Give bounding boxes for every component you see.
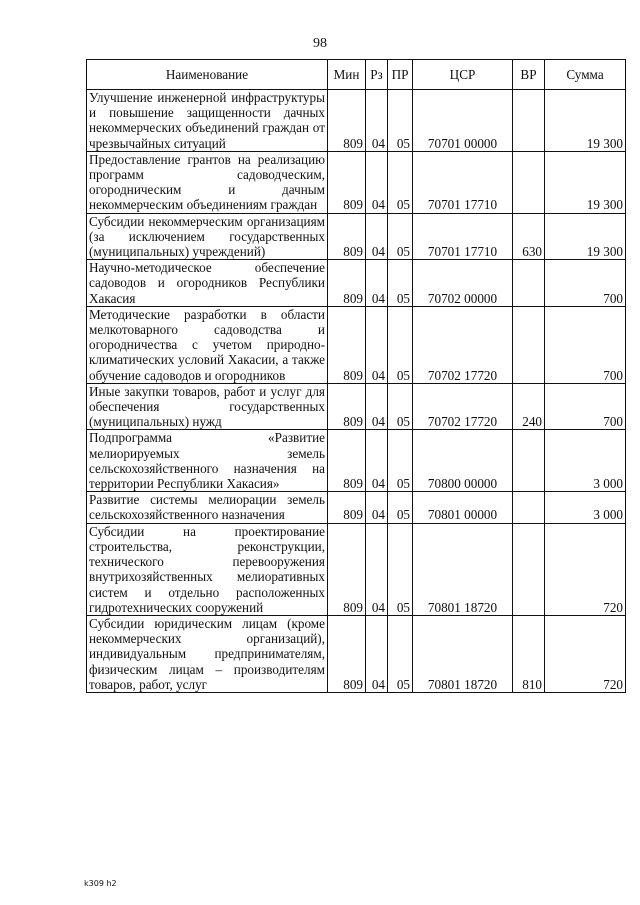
cell-vr — [513, 306, 545, 383]
cell-sum: 700 — [545, 260, 626, 307]
cell-pr: 05 — [388, 306, 413, 383]
cell-rz: 04 — [366, 430, 388, 492]
cell-name: Подпрограмма «Развитие мелиорируемых земель сельскохозяйственного назначения на территории Республики Хакасия» — [87, 430, 328, 492]
table-row — [87, 260, 626, 307]
table-row — [87, 306, 626, 383]
cell-pr: 05 — [388, 383, 413, 430]
cell-pr: 05 — [388, 430, 413, 492]
cell-sum: 19 300 — [545, 151, 626, 213]
cell-vr: 240 — [513, 383, 545, 430]
table-row — [87, 523, 626, 615]
cell-pr: 05 — [388, 213, 413, 260]
cell-min: 809 — [328, 90, 366, 152]
table-row — [87, 151, 626, 213]
cell-min: 809 — [328, 383, 366, 430]
cell-vr — [513, 90, 545, 152]
cell-min: 809 — [328, 151, 366, 213]
cell-sum: 19 300 — [545, 213, 626, 260]
cell-rz: 04 — [366, 306, 388, 383]
table-row — [87, 430, 626, 492]
cell-min: 809 — [328, 306, 366, 383]
cell-csr: 70701 17710 — [413, 213, 513, 260]
cell-pr: 05 — [388, 260, 413, 307]
cell-csr: 70801 00000 — [413, 492, 513, 523]
cell-sum: 720 — [545, 523, 626, 615]
cell-vr — [513, 430, 545, 492]
header-min: Мин — [328, 60, 366, 90]
cell-rz: 04 — [366, 151, 388, 213]
cell-vr — [513, 151, 545, 213]
header-pr: ПР — [388, 60, 413, 90]
cell-rz: 04 — [366, 260, 388, 307]
cell-rz: 04 — [366, 615, 388, 692]
table-row — [87, 90, 626, 152]
table-row — [87, 492, 626, 523]
header-name: Наименование — [87, 60, 328, 90]
table-header-row — [87, 60, 626, 90]
cell-csr: 70701 00000 — [413, 90, 513, 152]
cell-rz: 04 — [366, 523, 388, 615]
cell-sum: 3 000 — [545, 430, 626, 492]
cell-name: Субсидии на проектирование строительства, реконструкции, технического перевооружения внутрихозяйственных мелиоративных систем и отдельно расположенных гидротехнических сооружений — [87, 523, 328, 615]
cell-sum: 700 — [545, 383, 626, 430]
cell-csr: 70702 17720 — [413, 306, 513, 383]
cell-rz: 04 — [366, 213, 388, 260]
cell-name: Методические разработки в области мелкотоварного садоводства и огородничества с учетом природно-климатических условий Хакасии, а также обучение садоводов и огородников — [87, 306, 328, 383]
header-sum: Сумма — [545, 60, 626, 90]
cell-min: 809 — [328, 615, 366, 692]
cell-sum: 720 — [545, 615, 626, 692]
cell-rz: 04 — [366, 492, 388, 523]
cell-pr: 05 — [388, 492, 413, 523]
cell-pr: 05 — [388, 615, 413, 692]
footer-code: k309 h2 — [84, 879, 117, 888]
cell-min: 809 — [328, 523, 366, 615]
cell-csr: 70800 00000 — [413, 430, 513, 492]
cell-csr: 70702 00000 — [413, 260, 513, 307]
cell-min: 809 — [328, 492, 366, 523]
table-row — [87, 615, 626, 692]
header-csr: ЦСР — [413, 60, 513, 90]
cell-name: Предоставление грантов на реализацию программ садоводческим, огородническим и дачным некоммерческим объединениям граждан — [87, 151, 328, 213]
cell-csr: 70801 18720 — [413, 523, 513, 615]
cell-sum: 3 000 — [545, 492, 626, 523]
cell-name: Субсидии юридическим лицам (кроме некоммерческих организаций), индивидуальным предпринимателям, физическим лицам – производителям товаров, работ, услуг — [87, 615, 328, 692]
cell-vr: 810 — [513, 615, 545, 692]
cell-vr — [513, 260, 545, 307]
cell-rz: 04 — [366, 90, 388, 152]
cell-name: Улучшение инженерной инфраструктуры и повышение защищенности дачных некоммерческих объединений граждан от чрезвычайных ситуаций — [87, 90, 328, 152]
cell-vr — [513, 523, 545, 615]
cell-min: 809 — [328, 260, 366, 307]
cell-vr: 630 — [513, 213, 545, 260]
cell-name: Научно-методическое обеспечение садоводов и огородников Республики Хакасия — [87, 260, 328, 307]
cell-pr: 05 — [388, 90, 413, 152]
cell-vr — [513, 492, 545, 523]
page-number: 98 — [313, 36, 327, 51]
budget-table — [86, 59, 626, 693]
cell-sum: 700 — [545, 306, 626, 383]
cell-csr: 70701 17710 — [413, 151, 513, 213]
cell-sum: 19 300 — [545, 90, 626, 152]
header-rz: Рз — [366, 60, 388, 90]
cell-min: 809 — [328, 213, 366, 260]
cell-pr: 05 — [388, 151, 413, 213]
table-row — [87, 383, 626, 430]
cell-csr: 70702 17720 — [413, 383, 513, 430]
cell-name: Иные закупки товаров, работ и услуг для обеспечения государственных (муниципальных) нужд — [87, 383, 328, 430]
cell-name: Развитие системы мелиорации земель сельскохозяйственного назначения — [87, 492, 328, 523]
header-vr: ВР — [513, 60, 545, 90]
cell-min: 809 — [328, 430, 366, 492]
cell-name: Субсидии некоммерческим организациям (за исключением государственных (муниципальных) учреждений) — [87, 213, 328, 260]
cell-pr: 05 — [388, 523, 413, 615]
table-row — [87, 213, 626, 260]
cell-rz: 04 — [366, 383, 388, 430]
cell-csr: 70801 18720 — [413, 615, 513, 692]
